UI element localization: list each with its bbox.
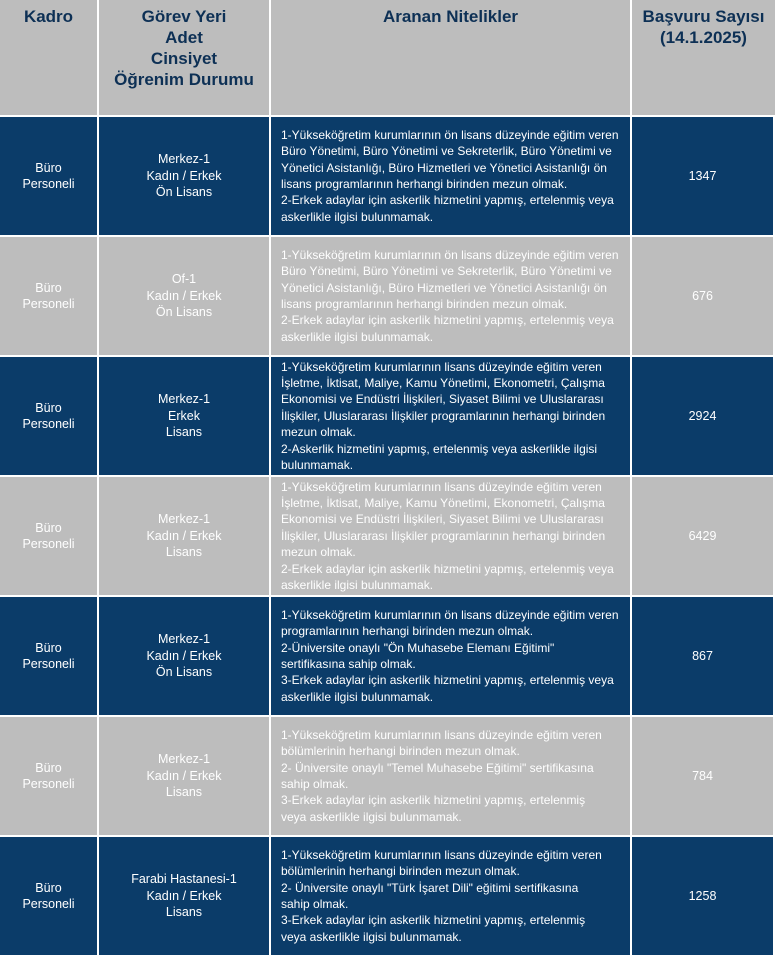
cell-kadro-line: Büro bbox=[35, 880, 62, 895]
header-gorev-line: Görev Yeri bbox=[141, 7, 227, 26]
cell-nitelik bbox=[271, 717, 632, 837]
cell-basvuru: 1258 bbox=[632, 837, 775, 957]
cell-nitelik bbox=[271, 237, 632, 357]
cell-kadro-line: Personeli bbox=[22, 777, 75, 791]
cell-nitelik-line: Yönetici Asistanlığı, Büro Hizmetleri ve Yönetici Asistanlığı ön bbox=[281, 280, 607, 295]
cell-nitelik-line: İlişkiler, Uluslararası İlişkiler programlarının herhangi birinden bbox=[281, 408, 606, 423]
cell-basvuru: 784 bbox=[632, 717, 775, 837]
cell-nitelik-line: İşletme, İktisat, Maliye, Kamu Yönetimi, Ekonometri, Çalışma bbox=[281, 495, 605, 510]
cell-nitelik bbox=[271, 357, 632, 477]
cell-basvuru: 1347 bbox=[632, 117, 775, 237]
cell-kadro bbox=[0, 597, 99, 717]
header-gorev bbox=[99, 0, 271, 117]
cell-nitelik-line: 1-Yükseköğretim kurumlarının ön lisans düzeyinde eğitim veren bbox=[281, 247, 619, 262]
header-nitelik bbox=[271, 0, 632, 117]
cell-gorev-line: Merkez-1 bbox=[157, 392, 211, 407]
cell-kadro bbox=[0, 357, 99, 477]
cell-nitelik-line: İlişkiler, Uluslararası İlişkiler programlarının herhangi birinden bbox=[281, 528, 606, 543]
cell-nitelik-line: askerlikle ilgisi bulunmamak. bbox=[281, 209, 434, 224]
cell-nitelik-line: 2-Askerlik hizmetini yapmış, ertelenmiş veya askerlikle ilgisi bbox=[281, 441, 598, 456]
cell-kadro bbox=[0, 837, 99, 957]
cell-basvuru: 6429 bbox=[632, 477, 775, 597]
cell-nitelik-line: 2- Üniversite onaylı "Türk İşaret Dili" eğitimi sertifikasına bbox=[281, 880, 579, 895]
cell-gorev-line: Kadın / Erkek bbox=[146, 528, 222, 543]
cell-basvuru: 2924 bbox=[632, 357, 775, 477]
cell-nitelik-line: 1-Yükseköğretim kurumlarının ön lisans düzeyinde eğitim veren bbox=[281, 607, 619, 622]
cell-nitelik bbox=[271, 597, 632, 717]
cell-gorev bbox=[99, 117, 271, 237]
cell-nitelik-line: 2-Erkek adaylar için askerlik hizmetini yapmış, ertelenmiş veya bbox=[281, 561, 614, 576]
cell-nitelik-line: 3-Erkek adaylar için askerlik hizmetini yapmış, ertelenmiş bbox=[281, 913, 586, 928]
cell-nitelik bbox=[271, 837, 632, 957]
cell-nitelik-line: sahip olmak. bbox=[281, 777, 349, 791]
cell-nitelik-line: programlarının herhangi birinden mezun olmak. bbox=[281, 624, 534, 639]
cell-gorev-line: Lisans bbox=[165, 905, 203, 920]
cell-kadro-line: Büro bbox=[35, 520, 62, 535]
cell-kadro-line: Büro bbox=[35, 160, 62, 175]
cell-nitelik bbox=[271, 477, 632, 597]
cell-nitelik-line: askerlikle ilgisi bulunmamak. bbox=[281, 689, 434, 704]
cell-kadro-line: Büro bbox=[35, 280, 62, 295]
cell-gorev-line: Ön Lisans bbox=[155, 305, 213, 320]
cell-nitelik-line: askerlikle ilgisi bulunmamak. bbox=[281, 329, 434, 344]
cell-kadro-line: Personeli bbox=[22, 297, 75, 311]
cell-nitelik-line: bulunmamak. bbox=[281, 458, 354, 473]
cell-gorev bbox=[99, 477, 271, 597]
cell-nitelik-line: 3-Erkek adaylar için askerlik hizmetini yapmış, ertelenmiş veya bbox=[281, 673, 614, 688]
cell-gorev-line: Of-1 bbox=[171, 272, 197, 287]
cell-nitelik-line: mezun olmak. bbox=[281, 545, 356, 560]
header-gorev-line: Cinsiyet bbox=[150, 49, 218, 68]
cell-nitelik-line: 1-Yükseköğretim kurumlarının ön lisans düzeyinde eğitim veren bbox=[281, 127, 619, 142]
cell-kadro-line: Personeli bbox=[22, 897, 75, 911]
cell-gorev bbox=[99, 237, 271, 357]
cell-kadro-line: Personeli bbox=[22, 177, 75, 191]
cell-nitelik-line: lisans programlarının herhangi birinden mezun olmak. bbox=[281, 297, 568, 311]
cell-kadro bbox=[0, 237, 99, 357]
cell-gorev-line: Merkez-1 bbox=[157, 752, 211, 767]
cell-gorev-line: Merkez-1 bbox=[157, 512, 211, 527]
cell-gorev bbox=[99, 717, 271, 837]
cell-kadro bbox=[0, 717, 99, 837]
cell-nitelik-line: veya askerlikle ilgisi bulunmamak. bbox=[281, 929, 462, 944]
cell-gorev-line: Kadın / Erkek bbox=[146, 288, 222, 303]
cell-gorev-line: Kadın / Erkek bbox=[146, 888, 222, 903]
cell-gorev-line: Ön Lisans bbox=[155, 665, 213, 680]
cell-kadro-line: Personeli bbox=[22, 417, 75, 431]
cell-nitelik-line: veya askerlikle ilgisi bulunmamak. bbox=[281, 809, 462, 824]
header-nitelik-line: Aranan Nitelikler bbox=[382, 7, 519, 26]
cell-nitelik-line: Ekonomisi ve Endüstri İlişkileri, Siyaset Bilimi ve Uluslararası bbox=[281, 512, 604, 527]
cell-kadro-line: Büro bbox=[35, 760, 62, 775]
cell-gorev-line: Merkez-1 bbox=[157, 152, 211, 167]
cell-nitelik-line: bölümlerinin herhangi birinden mezun olmak. bbox=[281, 864, 520, 879]
cell-nitelik-line: mezun olmak. bbox=[281, 425, 356, 440]
cell-nitelik-line: 2- Üniversite onaylı "Temel Muhasebe Eğitimi" sertifikasına bbox=[281, 760, 594, 775]
cell-gorev-line: Kadın / Erkek bbox=[146, 648, 222, 663]
header-gorev-line: Öğrenim Durumu bbox=[114, 70, 254, 89]
cell-nitelik-line: 2-Üniversite onaylı "Ön Muhasebe Elemanı Eğitimi" bbox=[281, 640, 555, 655]
cell-kadro-line: Personeli bbox=[22, 657, 75, 671]
cell-gorev-line: Lisans bbox=[165, 425, 203, 440]
cell-basvuru: 867 bbox=[632, 597, 775, 717]
cell-nitelik-line: Ekonomisi ve Endüstri İlişkileri, Siyaset Bilimi ve Uluslararası bbox=[281, 392, 604, 407]
cell-nitelik-line: 1-Yükseköğretim kurumlarının lisans düzeyinde eğitim veren bbox=[281, 847, 602, 862]
cell-nitelik-line: Büro Yönetimi, Büro Yönetimi ve Sekreterlik, Büro Yönetimi ve bbox=[281, 264, 612, 279]
cell-nitelik-line: 1-Yükseköğretim kurumlarının lisans düzeyinde eğitim veren bbox=[281, 479, 602, 494]
header-kadro bbox=[0, 0, 99, 117]
cell-gorev-line: Farabi Hastanesi-1 bbox=[131, 872, 237, 887]
cell-gorev bbox=[99, 357, 271, 477]
header-basvuru-line: (14.1.2025) bbox=[660, 28, 747, 47]
cell-gorev-line: Kadın / Erkek bbox=[146, 168, 222, 183]
cell-nitelik-line: 3-Erkek adaylar için askerlik hizmetini yapmış, ertelenmiş bbox=[281, 793, 586, 808]
cell-nitelik-line: sertifikasına sahip olmak. bbox=[281, 657, 416, 671]
cell-gorev bbox=[99, 597, 271, 717]
cell-gorev-line: Lisans bbox=[165, 545, 203, 560]
header-gorev-line: Adet bbox=[165, 28, 203, 47]
cell-nitelik-line: 1-Yükseköğretim kurumlarının lisans düzeyinde eğitim veren bbox=[281, 727, 602, 742]
cell-nitelik-line: Yönetici Asistanlığı, Büro Hizmetleri ve Yönetici Asistanlığı ön bbox=[281, 160, 607, 175]
cell-gorev bbox=[99, 837, 271, 957]
header-basvuru bbox=[632, 0, 775, 117]
cell-nitelik bbox=[271, 117, 632, 237]
cell-nitelik-line: 2-Erkek adaylar için askerlik hizmetini yapmış, ertelenmiş veya bbox=[281, 193, 614, 208]
cell-nitelik-line: sahip olmak. bbox=[281, 897, 349, 911]
cell-nitelik-line: bölümlerinin herhangi birinden mezun olmak. bbox=[281, 744, 520, 759]
cell-nitelik-line: 2-Erkek adaylar için askerlik hizmetini yapmış, ertelenmiş veya bbox=[281, 313, 614, 328]
cell-kadro bbox=[0, 477, 99, 597]
cell-nitelik-line: lisans programlarının herhangi birinden mezun olmak. bbox=[281, 177, 568, 191]
cell-nitelik-line: 1-Yükseköğretim kurumlarının lisans düzeyinde eğitim veren bbox=[281, 359, 602, 374]
cell-gorev-line: Kadın / Erkek bbox=[146, 768, 222, 783]
cell-kadro-line: Büro bbox=[35, 640, 62, 655]
cell-gorev-line: Erkek bbox=[168, 408, 200, 423]
cell-gorev-line: Merkez-1 bbox=[157, 632, 211, 647]
header-basvuru-line: Başvuru Sayısı bbox=[642, 7, 765, 26]
cell-gorev-line: Lisans bbox=[165, 785, 203, 800]
cell-nitelik-line: İşletme, İktisat, Maliye, Kamu Yönetimi, Ekonometri, Çalışma bbox=[281, 375, 605, 390]
cell-nitelik-line: Büro Yönetimi, Büro Yönetimi ve Sekreterlik, Büro Yönetimi ve bbox=[281, 144, 612, 159]
cell-basvuru: 676 bbox=[632, 237, 775, 357]
cell-kadro bbox=[0, 117, 99, 237]
cell-kadro-line: Personeli bbox=[22, 537, 75, 551]
cell-gorev-line: Ön Lisans bbox=[155, 185, 213, 200]
cell-nitelik-line: askerlikle ilgisi bulunmamak. bbox=[281, 578, 434, 593]
cell-kadro-line: Büro bbox=[35, 400, 62, 415]
header-kadro-line: Kadro bbox=[23, 7, 74, 26]
